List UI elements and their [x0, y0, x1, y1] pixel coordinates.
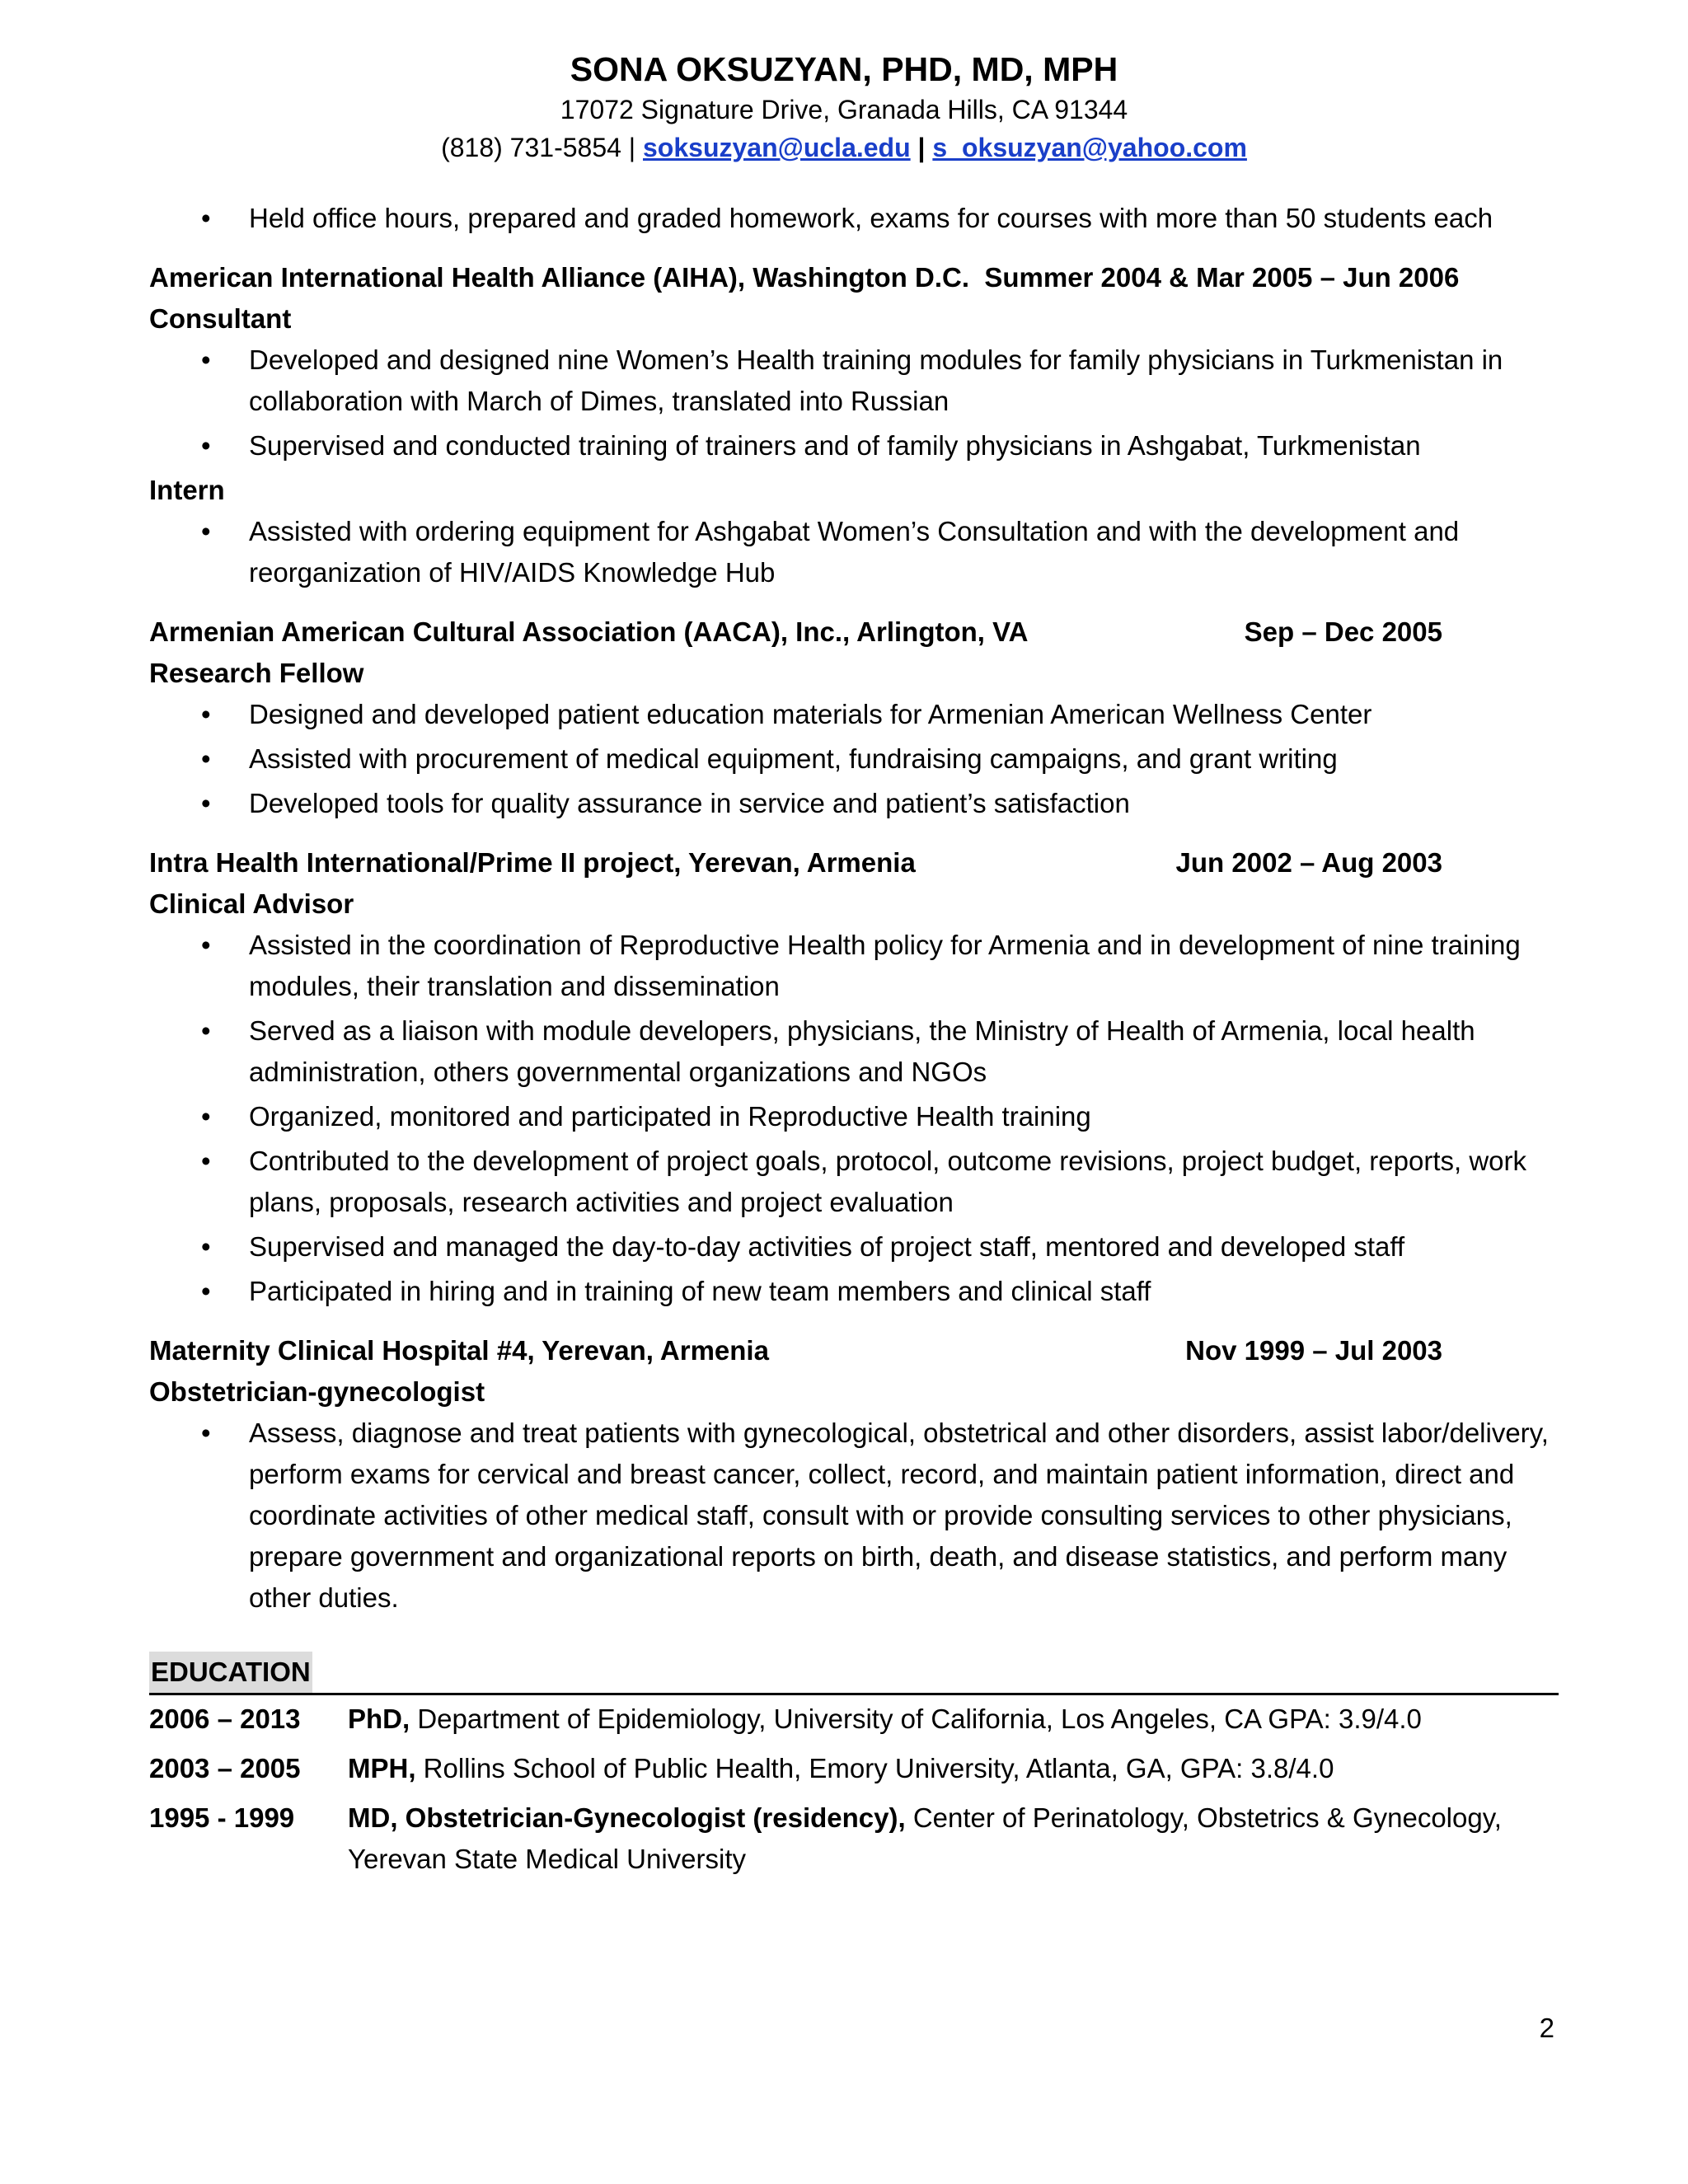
bullet-icon: •	[201, 344, 211, 375]
bullet-item: • Designed and developed patient education materials for Armenian American Wellness Center	[149, 694, 1559, 735]
bullet-icon: •	[201, 1276, 211, 1306]
bullet-icon: •	[201, 1146, 211, 1176]
education-detail: PhD, Department of Epidemiology, University of California, Los Angeles, CA GPA: 3.9/4.0	[348, 1704, 1422, 1734]
email-link-ucla[interactable]: soksuzyan@ucla.edu	[643, 133, 911, 162]
bullet-item: • Assisted with procurement of medical equipment, fundraising campaigns, and grant writing	[149, 738, 1559, 780]
job-dates: Nov 1999 – Jul 2003	[1185, 1335, 1442, 1366]
job-bullets	[149, 511, 1559, 593]
bullet-icon: •	[201, 743, 211, 774]
bullet-icon: •	[201, 1101, 211, 1132]
job-role: Intern	[149, 475, 225, 505]
education-years: 2003 – 2005	[149, 1753, 301, 1783]
bullet-icon: •	[201, 430, 211, 461]
education-years: 1995 - 1999	[149, 1802, 295, 1833]
bullet-icon: •	[201, 699, 211, 729]
job-header	[149, 842, 1559, 883]
job-bullets	[149, 340, 1559, 466]
education-row	[149, 1797, 1559, 1880]
bullet-item: • Served as a liaison with module developers, physicians, the Ministry of Health of Armenia, local health administration, others governmental organizations and NGOs	[149, 1010, 1559, 1093]
education-row	[149, 1748, 1559, 1789]
job-bullets	[149, 1413, 1559, 1619]
section-divider	[149, 1693, 1559, 1695]
job-header	[149, 1330, 1559, 1371]
job-header	[149, 612, 1559, 653]
resume-body	[149, 198, 1559, 1888]
job-header	[149, 257, 1559, 298]
job-bullets	[149, 694, 1559, 824]
education-detail: MD, Obstetrician-Gynecologist (residency), Center of Perinatology, Obstetrics & Gynecology, Yerevan State Medical University	[348, 1802, 1502, 1874]
job-bullets	[149, 925, 1559, 1312]
education-row	[149, 1699, 1559, 1740]
separator: |	[917, 133, 926, 162]
job-org: Intra Health International/Prime II project, Yerevan, Armenia	[149, 847, 916, 878]
bullet-item: • Participated in hiring and in training of new team members and clinical staff	[149, 1271, 1559, 1312]
bullet-icon: •	[201, 516, 211, 546]
job-entry	[149, 612, 1559, 824]
job-org: Armenian American Cultural Association (AACA), Inc., Arlington, VA	[149, 616, 1029, 647]
job-role: Consultant	[149, 303, 292, 334]
email-link-yahoo[interactable]: s_oksuzyan@yahoo.com	[932, 133, 1247, 162]
separator: |	[628, 133, 636, 162]
continued-bullets	[149, 198, 1559, 239]
bullet-item: • Developed tools for quality assurance in service and patient’s satisfaction	[149, 783, 1559, 824]
job-dates: Jun 2002 – Aug 2003	[1175, 847, 1442, 878]
contact-line	[0, 129, 1688, 166]
job-entry	[149, 1330, 1559, 1619]
page-number: 2	[1539, 2013, 1554, 2043]
education-detail: MPH, Rollins School of Public Health, Emory University, Atlanta, GA, GPA: 3.8/4.0	[348, 1753, 1334, 1783]
address: 17072 Signature Drive, Granada Hills, CA 91344	[560, 95, 1128, 124]
phone: (818) 731-5854	[441, 133, 621, 162]
bullet-item: • Supervised and conducted training of trainers and of family physicians in Ashgabat, Turkmenistan	[149, 425, 1559, 466]
job-role: Clinical Advisor	[149, 888, 354, 919]
bullet-item: • Assess, diagnose and treat patients with gynecological, obstetrical and other disorders, assist labor/delivery, perform exams for cervical and breast cancer, collect, record, and maintain patient information, direct and coordinate activities of other medical staff, consult with or provide consulting services to other physicians, prepare government and organizational reports on birth, death, and disease statistics, and perform many other duties.	[149, 1413, 1559, 1619]
job-role: Obstetrician-gynecologist	[149, 1376, 485, 1407]
job-role: Research Fellow	[149, 658, 364, 688]
bullet-icon: •	[201, 1015, 211, 1046]
bullet-icon: •	[201, 1418, 211, 1448]
bullet-item: • Supervised and managed the day-to-day activities of project staff, mentored and developed staff	[149, 1226, 1559, 1268]
bullet-item: • Contributed to the development of project goals, protocol, outcome revisions, project budget, reports, work plans, proposals, research activities and project evaluation	[149, 1141, 1559, 1223]
education-years: 2006 – 2013	[149, 1704, 301, 1734]
bullet-icon: •	[201, 930, 211, 960]
bullet-item: • Assisted with ordering equipment for Ashgabat Women’s Consultation and with the development and reorganization of HIV/AIDS Knowledge Hub	[149, 511, 1559, 593]
job-entry	[149, 257, 1559, 593]
bullet-icon: •	[201, 788, 211, 818]
job-dates: Summer 2004 & Mar 2005 – Jun 2006	[984, 262, 1460, 293]
job-org: Maternity Clinical Hospital #4, Yerevan, Armenia	[149, 1335, 769, 1366]
bullet-item: • Held office hours, prepared and graded homework, exams for courses with more than 50 students each	[149, 198, 1559, 239]
job-dates: Sep – Dec 2005	[1244, 616, 1442, 647]
person-name: SONA OKSUZYAN, PHD, MD, MPH	[570, 50, 1118, 88]
bullet-icon: •	[201, 203, 211, 233]
bullet-item: • Assisted in the coordination of Reproductive Health policy for Armenia and in development of nine training modules, their translation and dissemination	[149, 925, 1559, 1007]
job-entry	[149, 842, 1559, 1312]
bullet-item: • Developed and designed nine Women’s Health training modules for family physicians in Turkmenistan in collaboration with March of Dimes, translated into Russian	[149, 340, 1559, 422]
resume-header	[0, 48, 1688, 166]
section-title-education: EDUCATION	[149, 1652, 312, 1693]
bullet-icon: •	[201, 1231, 211, 1262]
job-org: American International Health Alliance (AIHA), Washington D.C. Summer 2004 & Mar 2005 – Jun 2006	[149, 262, 1460, 293]
bullet-item: • Organized, monitored and participated in Reproductive Health training	[149, 1096, 1559, 1137]
